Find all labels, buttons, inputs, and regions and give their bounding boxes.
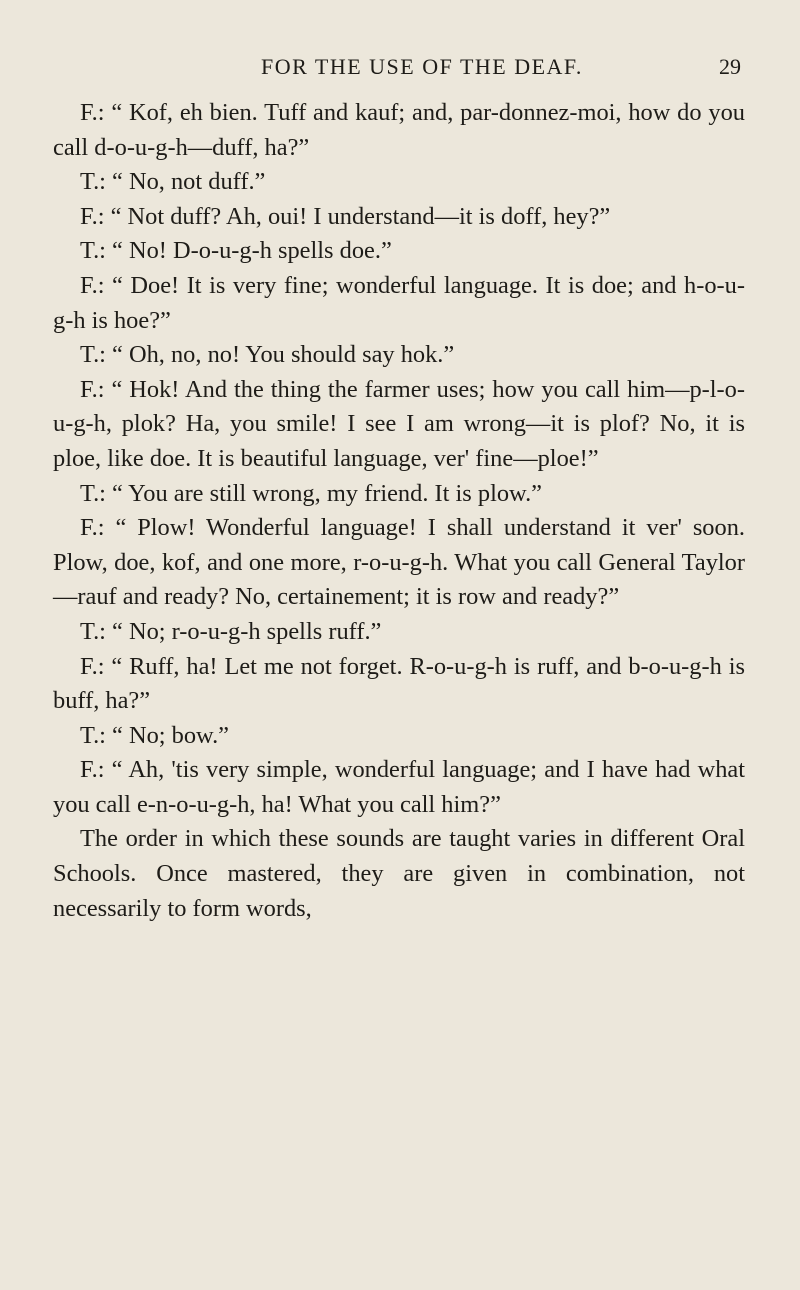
page-number: 29	[719, 54, 741, 79]
dialogue-line: F.: “ Ah, 'tis very simple, wonderful language; and I have had what you call e-n-o-u-g-h, ha! What you call him?”	[53, 756, 745, 818]
dialogue-line: T.: “ No! D-o-u-g-h spells doe.”	[80, 237, 392, 265]
dialogue-line: F.: “ Hok! And the thing the farmer uses; how you call him—p-l-o-u-g-h, plok? Ha, you smile! I see I am wrong—it is plof? No, it is ploe, like doe. It is beautiful language, ver' fine—ploe!”	[53, 375, 745, 472]
dialogue-line: F.: “ Doe! It is very fine; wonderful language. It is doe; and h-o-u-g-h is hoe?”	[53, 271, 745, 334]
dialogue-line: F.: “ Plow! Wonderful language! I shall understand it ver' soon. Plow, doe, kof, and one more, r-o-u-g-h. What you call General Taylor—rauf and ready? No, certainement; it is row and ready?”	[53, 514, 745, 611]
dialogue-line: F.: “ Ruff, ha! Let me not forget. R-o-u-g-h is ruff, and b-o-u-g-h is buff, ha?”	[53, 652, 745, 715]
dialogue-line: T.: “ No, not duff.”	[80, 168, 266, 196]
book-page	[0, 54, 800, 1290]
dialogue-line: F.: “ Kof, eh bien. Tuff and kauf; and, par-donnez-moi, how do you call d-o-u-g-h—duff, ha?”	[53, 99, 745, 161]
dialogue-line: T.: “ No; r-o-u-g-h spells ruff.”	[80, 617, 382, 645]
body-paragraph: The order in which these sounds are taught varies in different Oral Schools. Once mastered, they are given in combination, not necessarily to form words,	[53, 825, 745, 922]
dialogue-line: F.: “ Not duff? Ah, oui! I understand—it is doff, hey?”	[80, 202, 611, 230]
running-head: FOR THE USE OF THE DEAF.	[261, 54, 583, 79]
dialogue-line: T.: “ Oh, no, no! You should say hok.”	[80, 341, 455, 369]
page-body	[53, 96, 745, 926]
page-header	[53, 54, 745, 94]
dialogue-line: T.: “ No; bow.”	[80, 721, 230, 749]
dialogue-line: T.: “ You are still wrong, my friend. It is plow.”	[80, 479, 543, 507]
